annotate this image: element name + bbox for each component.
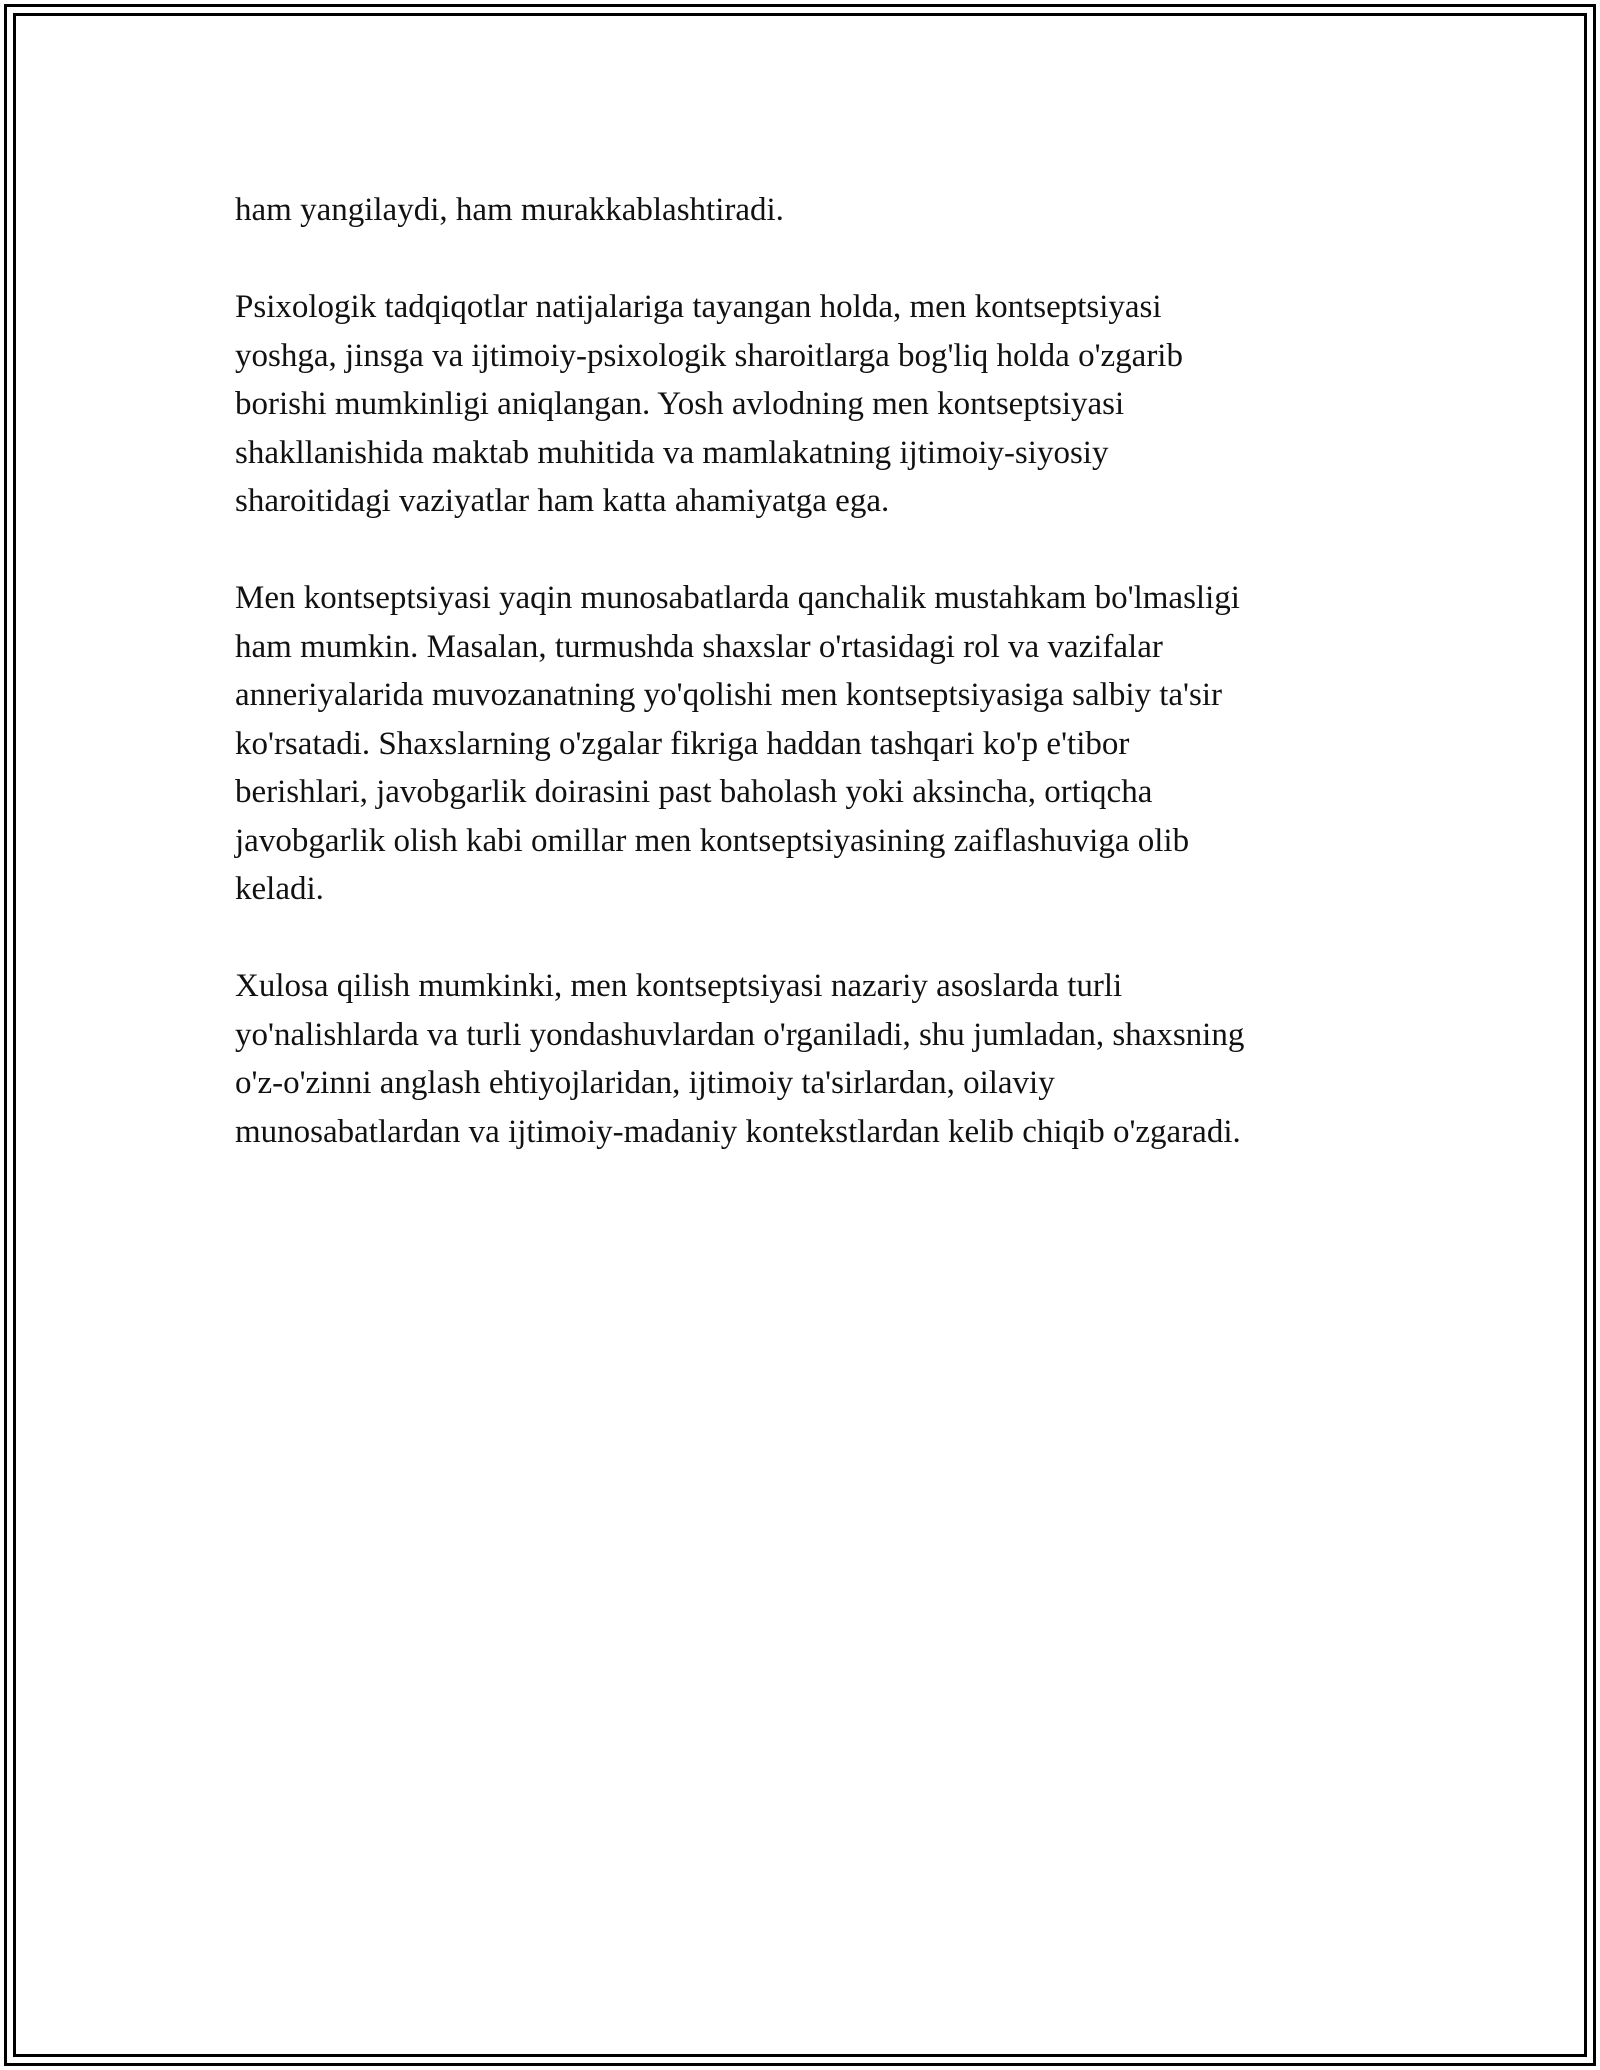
paragraph-3 [235, 574, 1375, 914]
text-line: borishi mumkinligi aniqlangan. Yosh avlodning men kontseptsiyasi [235, 386, 1125, 422]
paragraph-1 [235, 186, 1375, 235]
text-line: munosabatlardan va ijtimoiy-madaniy kontekstlardan kelib chiqib o'zgaradi. [235, 1113, 1241, 1150]
text-line: o'z-o'zinni anglash ehtiyojlaridan, ijtimoiy ta'sirlardan, oilaviy [235, 1065, 1055, 1101]
text-line: keladi. [235, 871, 324, 907]
text-line: Psixologik tadqiqotlar natijalariga tayangan holda, men kontseptsiyasi [235, 289, 1162, 325]
text-line: ham mumkin. Masalan, turmushda shaxslar o'rtasidagi rol va vazifalar [235, 628, 1163, 665]
paragraph-2 [235, 283, 1375, 526]
text-line: anneriyalarida muvozanatning yo'qolishi men kontseptsiyasiga salbiy ta'sir [235, 677, 1223, 713]
text-line: berishlari, javobgarlik doirasini past baholash yoki aksincha, ortiqcha [235, 774, 1153, 810]
text-line: yoshga, jinsga va ijtimoiy-psixologik sharoitlarga bog'liq holda o'zgarib [235, 337, 1183, 374]
paragraph-4 [235, 962, 1375, 1156]
text-line: ham yangilaydi, ham murakkablashtiradi. [235, 192, 784, 228]
text-line: javobgarlik olish kabi omillar men kontseptsiyasining zaiflashuviga olib [235, 822, 1190, 859]
text-line: yo'nalishlarda va turli yondashuvlardan o'rganiladi, shu jumladan, shaxsning [235, 1016, 1245, 1053]
text-line: Xulosa qilish mumkinki, men kontseptsiyasi nazariy asoslarda turli [235, 968, 1123, 1004]
text-line: ko'rsatadi. Shaxslarning o'zgalar fikriga haddan tashqari ko'p e'tibor [235, 725, 1130, 762]
text-line: sharoitidagi vaziyatlar ham katta ahamiyatga ega. [235, 483, 890, 519]
document-body [235, 186, 1375, 1205]
text-line: shakllanishida maktab muhitida va mamlakatning ijtimoiy-siyosiy [235, 434, 1109, 471]
text-line: Men kontseptsiyasi yaqin munosabatlarda qanchalik mustahkam bo'lmasligi [235, 580, 1240, 616]
